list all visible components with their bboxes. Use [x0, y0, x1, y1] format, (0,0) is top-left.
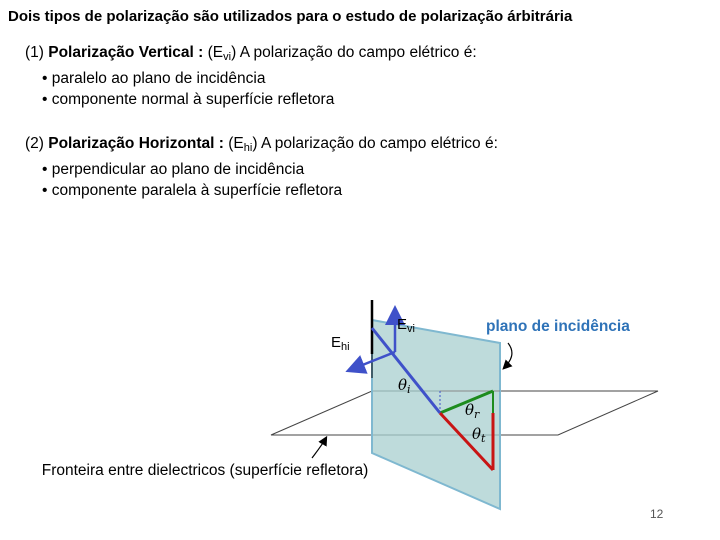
vertical-bullet-1: • paralelo ao plano de incidência: [42, 70, 266, 87]
slide-title: Dois tipos de polarização são utilizados para o estudo de polarização árbitrária: [8, 8, 573, 25]
plane-of-incidence-label: plano de incidência: [486, 318, 630, 335]
horizontal-bullet-2: • componente paralela à superfície refletora: [42, 182, 343, 199]
theta-r-label: $\theta_r$: [465, 401, 480, 421]
vertical-polarization-name: Polarização Vertical :: [48, 44, 208, 61]
theta-t-label: $\theta_t$: [472, 425, 486, 445]
horizontal-polarization-heading: (2) Polarização Horizontal : $(E_{hi})$ A polarização do campo elétrico é:: [25, 135, 498, 154]
surface-caption-pointer: [312, 438, 326, 458]
surface-caption: Fronteira entre dielectricos (superfície refletora): [41, 462, 369, 479]
horizontal-bullet-1: • perpendicular ao plano de incidência: [42, 161, 305, 178]
vertical-polarization-heading: (1) Polarização Vertical : $(E_{vi})$ A polarização do campo elétrico é:: [25, 44, 477, 63]
evi-label: $E_{vi}$: [397, 316, 415, 335]
vertical-bullet-2: • componente normal à superfície refletora: [42, 91, 335, 108]
ehi-label: $E_{hi}$: [331, 334, 350, 353]
plane-of-incidence: [372, 320, 500, 509]
horizontal-polarization-name: Polarização Horizontal :: [48, 135, 229, 152]
page-number: 12: [650, 507, 664, 521]
plane-label-pointer: [504, 343, 512, 368]
theta-i-label: $\theta_i$: [398, 376, 411, 396]
